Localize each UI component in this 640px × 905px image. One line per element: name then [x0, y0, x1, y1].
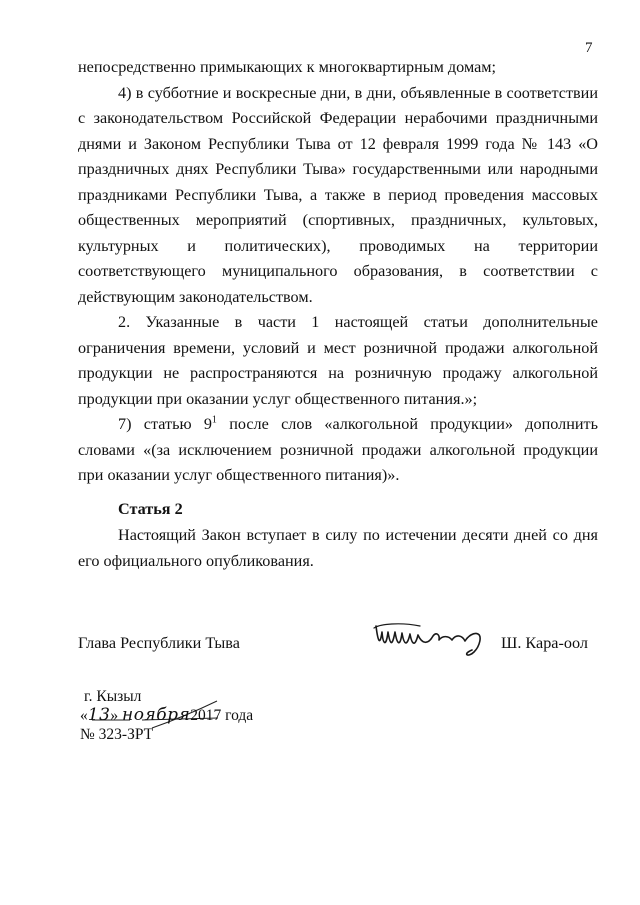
date-quote-open: «: [80, 707, 88, 724]
date-quote-close: »: [110, 707, 119, 724]
paragraph-item-7: [78, 412, 598, 489]
date-day-handwritten: 13: [87, 705, 111, 725]
signatory-name: Ш. Кара-оол: [501, 634, 588, 652]
law-number: № 323-ЗРТ: [80, 726, 154, 743]
paragraph-continuation: непосредственно примыкающих к многоквартирным домам;: [78, 58, 496, 76]
date-year: 2017 года: [190, 707, 254, 724]
paragraph-item-4: 4) в субботние и воскресные дни, в дни, объявленные в соответствии с законодательством Российской Федерации нерабочими праздничными днями и Законом Республики Тыва от 12 февраля 1999 года № 143 «О праздничных днях Республики Тыва» государственными или народными праздниками Республики Тыва, а также в период проведения массовых общественных мероприятий (спортивных, праздничных, культовых, культурных и политических), проводимых на территории соответствующего муниципального образования, в соответствии с действующим законодательством.: [78, 83, 598, 306]
date-month-handwritten: ноября: [122, 705, 191, 725]
paragraph-part-2: 2. Указанные в части 1 настоящей статьи дополнительные ограничения времени, условий и мест розничной продажи алкогольной продукции не распространяются на розничную продажу алкогольной продукции при оказании услуг общественного питания.»;: [78, 313, 598, 408]
article-text: Настоящий Закон вступает в силу по истечении десяти дней со дня его официального опубликования.: [78, 526, 598, 570]
handwritten-signature: [370, 614, 498, 658]
place-of-signing: г. Кызыл: [84, 688, 142, 705]
article-body: [78, 523, 598, 574]
item-7-lead: 7) статью 9: [118, 415, 212, 433]
page-number: 7: [585, 40, 593, 56]
signatory-position: Глава Республики Тыва: [78, 634, 240, 652]
item-7-superscript: 1: [211, 414, 217, 426]
item-7-rest: после слов «алкогольной продукции» дополнить словами «(за исключением розничной продажи алкогольной продукции при оказании услуг общественного питания)».: [78, 415, 598, 484]
law-body: [78, 55, 598, 489]
article-heading: Статья 2: [118, 500, 183, 518]
